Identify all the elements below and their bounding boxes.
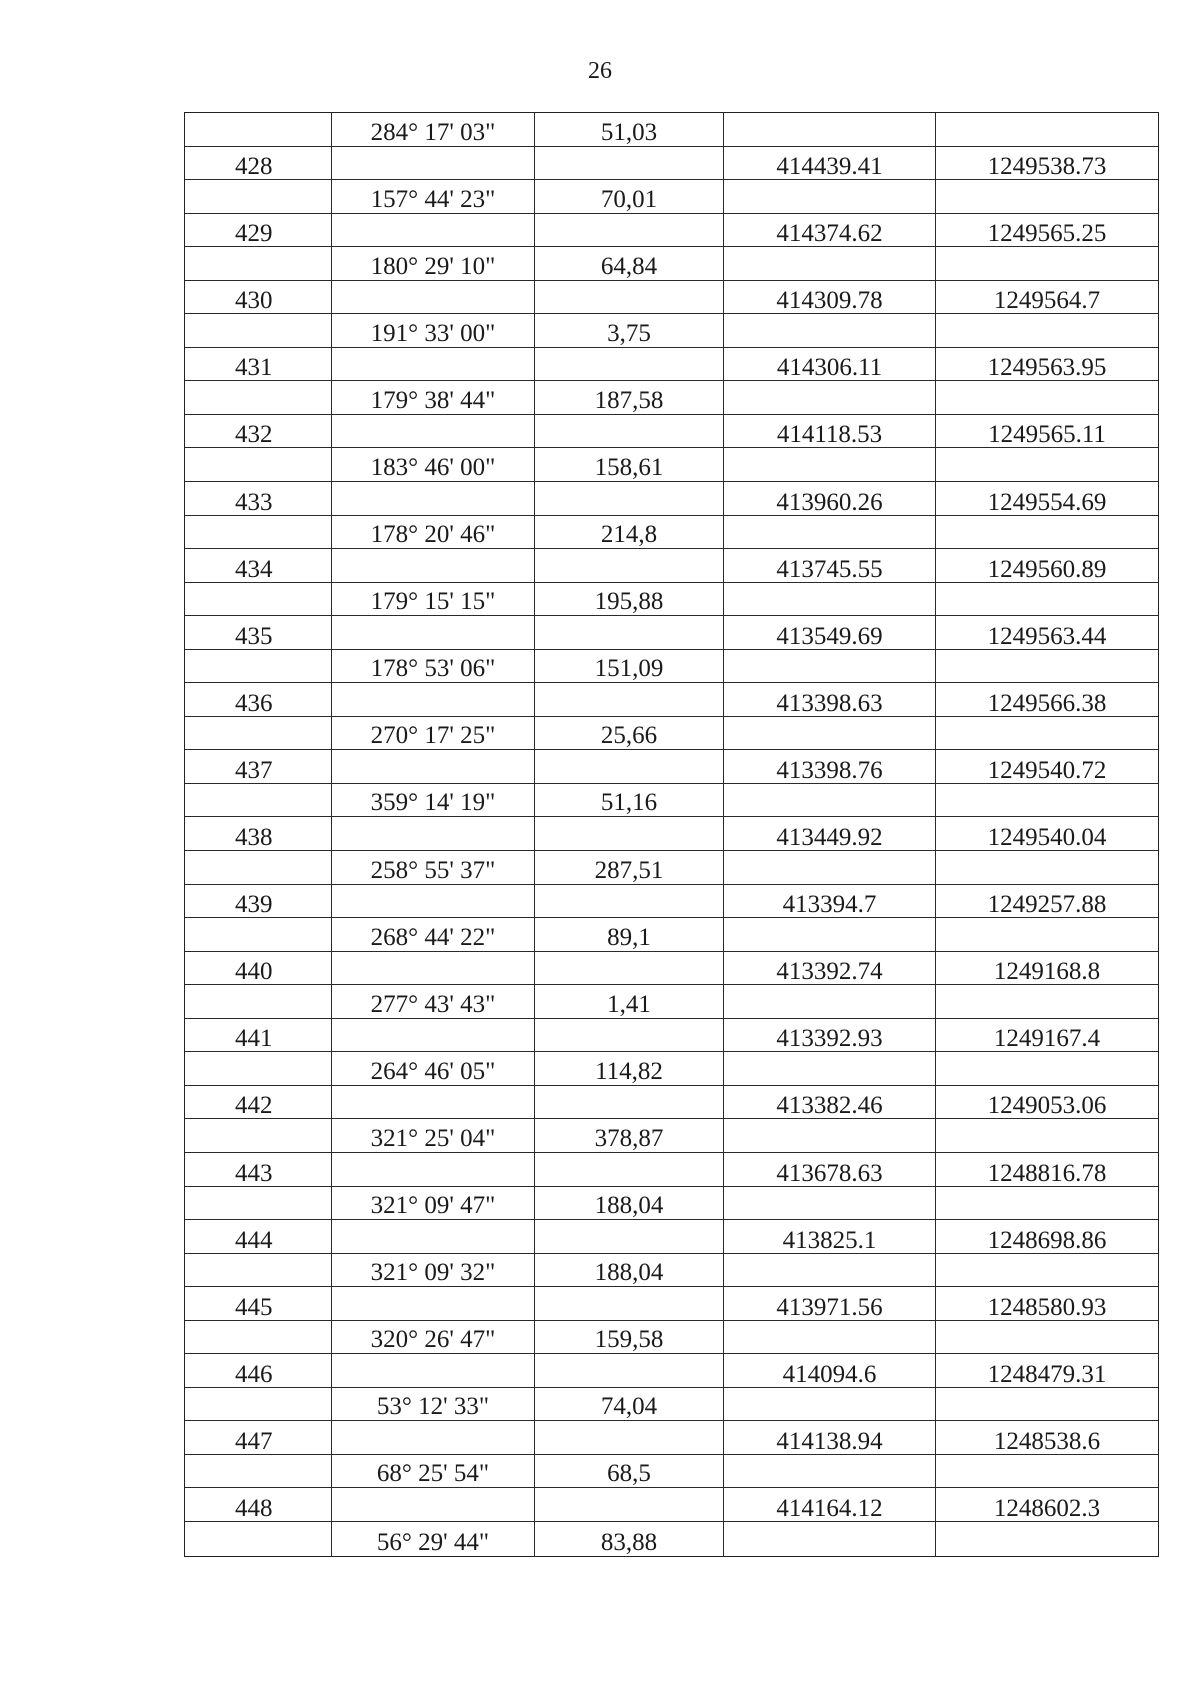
distance-cell: 195,88	[535, 583, 724, 616]
distance-cell	[535, 348, 724, 381]
point-number-cell: 441	[185, 1019, 332, 1052]
bearing-angle-cell	[332, 885, 535, 918]
bearing-angle-cell	[332, 415, 535, 448]
point-number-cell	[185, 918, 332, 951]
table-row	[185, 1220, 1158, 1254]
point-number-cell: 431	[185, 348, 332, 381]
distance-cell: 70,01	[535, 180, 724, 213]
bearing-angle-cell	[332, 549, 535, 582]
coordinates-table	[184, 112, 1159, 1557]
distance-cell: 159,58	[535, 1321, 724, 1354]
table-row	[185, 1052, 1158, 1086]
x-coordinate-cell: 414306.11	[724, 348, 936, 381]
point-number-cell	[185, 247, 332, 280]
table-row	[185, 281, 1158, 315]
bearing-angle-cell	[332, 1019, 535, 1052]
y-coordinate-cell: 1248580.93	[987, 1293, 1107, 1320]
x-coordinate-cell: 413549.69	[724, 616, 936, 649]
distance-cell	[535, 1354, 724, 1387]
y-coordinate-cell: 1249565.25	[987, 220, 1107, 247]
point-number-cell	[185, 516, 332, 549]
y-coordinate-cell	[936, 985, 1158, 1018]
x-coordinate-cell	[724, 381, 936, 414]
y-coordinate-cell: 1249540.04	[987, 824, 1107, 851]
x-coordinate-cell	[724, 1455, 936, 1488]
distance-cell	[535, 1220, 724, 1253]
x-coordinate-cell	[724, 717, 936, 750]
x-coordinate-cell	[724, 1388, 936, 1421]
bearing-angle-cell	[332, 214, 535, 247]
x-coordinate-cell: 413392.93	[724, 1019, 936, 1052]
distance-cell: 74,04	[535, 1388, 724, 1421]
x-coordinate-cell	[724, 314, 936, 347]
y-coordinate-cell: 1248538.6	[993, 1427, 1101, 1454]
y-coordinate-cell: 1249554.69	[987, 488, 1107, 515]
distance-cell	[535, 750, 724, 783]
x-coordinate-cell: 413449.92	[724, 817, 936, 850]
x-coordinate-cell: 413960.26	[724, 482, 936, 515]
y-coordinate-cell: 1249563.95	[987, 354, 1107, 381]
x-coordinate-cell: 414138.94	[724, 1421, 936, 1454]
bearing-angle-cell: 180° 29' 10"	[332, 247, 535, 280]
x-coordinate-cell	[724, 448, 936, 481]
distance-cell	[535, 482, 724, 515]
point-number-cell	[185, 1187, 332, 1220]
x-coordinate-cell	[724, 1052, 936, 1085]
x-coordinate-cell: 414164.12	[724, 1488, 936, 1521]
distance-cell: 64,84	[535, 247, 724, 280]
point-number-cell: 429	[185, 214, 332, 247]
table-row	[185, 381, 1158, 415]
distance-cell: 188,04	[535, 1187, 724, 1220]
bearing-angle-cell	[332, 683, 535, 716]
table-row	[185, 448, 1158, 482]
x-coordinate-cell: 413398.63	[724, 683, 936, 716]
bearing-angle-cell: 258° 55' 37"	[332, 851, 535, 884]
x-coordinate-cell: 413825.1	[724, 1220, 936, 1253]
table-row	[185, 750, 1158, 784]
y-coordinate-cell	[936, 1388, 1158, 1421]
table-row	[185, 851, 1158, 885]
bearing-angle-cell: 179° 38' 44"	[332, 381, 535, 414]
distance-cell	[535, 214, 724, 247]
y-coordinate-cell	[936, 1522, 1158, 1556]
table-row	[185, 616, 1158, 650]
bearing-angle-cell	[332, 1354, 535, 1387]
point-number-cell: 437	[185, 750, 332, 783]
x-coordinate-cell	[724, 851, 936, 884]
point-number-cell	[185, 381, 332, 414]
y-coordinate-cell	[936, 583, 1158, 616]
distance-cell: 89,1	[535, 918, 724, 951]
y-coordinate-cell: 1249167.4	[993, 1025, 1101, 1052]
bearing-angle-cell: 359° 14' 19"	[332, 784, 535, 817]
distance-cell: 83,88	[535, 1522, 724, 1556]
point-number-cell: 435	[185, 616, 332, 649]
distance-cell	[535, 1153, 724, 1186]
y-coordinate-cell	[936, 1187, 1158, 1220]
point-number-cell: 442	[185, 1086, 332, 1119]
distance-cell	[535, 281, 724, 314]
y-coordinate-cell	[936, 1254, 1158, 1287]
bearing-angle-cell	[332, 482, 535, 515]
x-coordinate-cell: 414374.62	[724, 214, 936, 247]
table-row	[185, 583, 1158, 617]
x-coordinate-cell	[724, 1321, 936, 1354]
y-coordinate-cell: 1249538.73	[987, 153, 1107, 180]
bearing-angle-cell: 264° 46' 05"	[332, 1052, 535, 1085]
point-number-cell	[185, 650, 332, 683]
table-row	[185, 985, 1158, 1019]
distance-cell: 187,58	[535, 381, 724, 414]
distance-cell: 68,5	[535, 1455, 724, 1488]
table-row	[185, 650, 1158, 684]
table-row	[185, 314, 1158, 348]
bearing-angle-cell: 56° 29' 44"	[332, 1522, 535, 1556]
distance-cell	[535, 616, 724, 649]
point-number-cell	[185, 1052, 332, 1085]
table-row	[185, 952, 1158, 986]
y-coordinate-cell: 1249560.89	[987, 555, 1107, 582]
y-coordinate-cell	[936, 918, 1158, 951]
table-row	[185, 784, 1158, 818]
table-row	[185, 1321, 1158, 1355]
y-coordinate-cell	[936, 650, 1158, 683]
x-coordinate-cell	[724, 247, 936, 280]
x-coordinate-cell: 413398.76	[724, 750, 936, 783]
x-coordinate-cell: 413971.56	[724, 1287, 936, 1320]
point-number-cell: 446	[185, 1354, 332, 1387]
bearing-angle-cell	[332, 817, 535, 850]
x-coordinate-cell	[724, 985, 936, 1018]
bearing-angle-cell	[332, 952, 535, 985]
distance-cell: 51,03	[535, 113, 724, 146]
y-coordinate-cell: 1249053.06	[987, 1092, 1107, 1119]
table-row	[185, 683, 1158, 717]
x-coordinate-cell: 414118.53	[724, 415, 936, 448]
y-coordinate-cell	[936, 1455, 1158, 1488]
point-number-cell	[185, 113, 332, 146]
point-number-cell	[185, 985, 332, 1018]
y-coordinate-cell: 1249564.7	[993, 287, 1101, 314]
x-coordinate-cell	[724, 516, 936, 549]
y-coordinate-cell	[936, 247, 1158, 280]
bearing-angle-cell	[332, 1220, 535, 1253]
y-coordinate-cell: 1248602.3	[993, 1494, 1101, 1521]
point-number-cell	[185, 1254, 332, 1287]
distance-cell	[535, 147, 724, 180]
y-coordinate-cell	[936, 717, 1158, 750]
table-row	[185, 180, 1158, 214]
bearing-angle-cell: 321° 09' 32"	[332, 1254, 535, 1287]
x-coordinate-cell	[724, 1119, 936, 1152]
point-number-cell	[185, 851, 332, 884]
point-number-cell: 447	[185, 1421, 332, 1454]
y-coordinate-cell	[936, 784, 1158, 817]
table-row	[185, 1455, 1158, 1489]
x-coordinate-cell: 414309.78	[724, 281, 936, 314]
bearing-angle-cell: 321° 25' 04"	[332, 1119, 535, 1152]
bearing-angle-cell: 157° 44' 23"	[332, 180, 535, 213]
point-number-cell: 434	[185, 549, 332, 582]
point-number-cell: 430	[185, 281, 332, 314]
point-number-cell: 438	[185, 817, 332, 850]
distance-cell	[535, 1086, 724, 1119]
distance-cell: 151,09	[535, 650, 724, 683]
bearing-angle-cell: 179° 15' 15"	[332, 583, 535, 616]
y-coordinate-cell: 1248698.86	[987, 1226, 1107, 1253]
y-coordinate-cell: 1248816.78	[987, 1159, 1107, 1186]
point-number-cell	[185, 583, 332, 616]
bearing-angle-cell: 178° 53' 06"	[332, 650, 535, 683]
y-coordinate-cell	[936, 1321, 1158, 1354]
point-number-cell: 444	[185, 1220, 332, 1253]
x-coordinate-cell: 414094.6	[724, 1354, 936, 1387]
y-coordinate-cell: 1249565.11	[988, 421, 1106, 448]
x-coordinate-cell: 413745.55	[724, 549, 936, 582]
point-number-cell	[185, 448, 332, 481]
x-coordinate-cell	[724, 1254, 936, 1287]
table-row	[185, 482, 1158, 516]
y-coordinate-cell	[936, 1119, 1158, 1152]
distance-cell: 114,82	[535, 1052, 724, 1085]
point-number-cell: 448	[185, 1488, 332, 1521]
point-number-cell	[185, 1388, 332, 1421]
y-coordinate-cell	[936, 113, 1158, 146]
y-coordinate-cell: 1249563.44	[987, 622, 1107, 649]
distance-cell: 378,87	[535, 1119, 724, 1152]
y-coordinate-cell: 1249566.38	[987, 689, 1107, 716]
distance-cell	[535, 885, 724, 918]
table-row	[185, 348, 1158, 382]
point-number-cell	[185, 784, 332, 817]
table-row	[185, 1153, 1158, 1187]
bearing-angle-cell	[332, 147, 535, 180]
distance-cell: 25,66	[535, 717, 724, 750]
bearing-angle-cell: 277° 43' 43"	[332, 985, 535, 1018]
y-coordinate-cell	[936, 381, 1158, 414]
bearing-angle-cell	[332, 1287, 535, 1320]
table-row	[185, 717, 1158, 751]
table-row	[185, 1187, 1158, 1221]
distance-cell: 3,75	[535, 314, 724, 347]
point-number-cell	[185, 1119, 332, 1152]
bearing-angle-cell: 268° 44' 22"	[332, 918, 535, 951]
bearing-angle-cell: 53° 12' 33"	[332, 1388, 535, 1421]
table-row	[185, 1354, 1158, 1388]
y-coordinate-cell: 1248479.31	[987, 1360, 1107, 1387]
distance-cell: 214,8	[535, 516, 724, 549]
table-row	[185, 214, 1158, 248]
table-row	[185, 885, 1158, 919]
x-coordinate-cell: 413394.7	[724, 885, 936, 918]
bearing-angle-cell: 183° 46' 00"	[332, 448, 535, 481]
point-number-cell: 439	[185, 885, 332, 918]
x-coordinate-cell: 413678.63	[724, 1153, 936, 1186]
x-coordinate-cell: 413382.46	[724, 1086, 936, 1119]
point-number-cell	[185, 314, 332, 347]
point-number-cell	[185, 1321, 332, 1354]
table-row	[185, 549, 1158, 583]
y-coordinate-cell	[936, 516, 1158, 549]
point-number-cell	[185, 1455, 332, 1488]
bearing-angle-cell	[332, 1086, 535, 1119]
distance-cell	[535, 952, 724, 985]
y-coordinate-cell	[936, 314, 1158, 347]
y-coordinate-cell: 1249257.88	[987, 891, 1107, 918]
bearing-angle-cell	[332, 1488, 535, 1521]
y-coordinate-cell	[936, 851, 1158, 884]
table-row	[185, 918, 1158, 952]
point-number-cell	[185, 1522, 332, 1556]
y-coordinate-cell	[936, 180, 1158, 213]
distance-cell: 51,16	[535, 784, 724, 817]
bearing-angle-cell: 320° 26' 47"	[332, 1321, 535, 1354]
table-row	[185, 1086, 1158, 1120]
bearing-angle-cell	[332, 1153, 535, 1186]
point-number-cell: 436	[185, 683, 332, 716]
x-coordinate-cell	[724, 180, 936, 213]
table-row	[185, 1488, 1158, 1522]
distance-cell: 1,41	[535, 985, 724, 1018]
distance-cell	[535, 1488, 724, 1521]
bearing-angle-cell: 68° 25' 54"	[332, 1455, 535, 1488]
bearing-angle-cell: 178° 20' 46"	[332, 516, 535, 549]
bearing-angle-cell	[332, 616, 535, 649]
x-coordinate-cell	[724, 1522, 936, 1556]
point-number-cell: 445	[185, 1287, 332, 1320]
x-coordinate-cell	[724, 583, 936, 616]
distance-cell	[535, 1019, 724, 1052]
x-coordinate-cell	[724, 784, 936, 817]
distance-cell: 158,61	[535, 448, 724, 481]
bearing-angle-cell: 321° 09' 47"	[332, 1187, 535, 1220]
table-row	[185, 1119, 1158, 1153]
bearing-angle-cell	[332, 750, 535, 783]
bearing-angle-cell: 284° 17' 03"	[332, 113, 535, 146]
x-coordinate-cell	[724, 650, 936, 683]
y-coordinate-cell	[936, 448, 1158, 481]
distance-cell	[535, 683, 724, 716]
distance-cell	[535, 1421, 724, 1454]
table-row	[185, 1522, 1158, 1556]
point-number-cell: 428	[185, 147, 332, 180]
distance-cell: 188,04	[535, 1254, 724, 1287]
point-number-cell: 440	[185, 952, 332, 985]
distance-cell: 287,51	[535, 851, 724, 884]
distance-cell	[535, 817, 724, 850]
point-number-cell	[185, 180, 332, 213]
distance-cell	[535, 549, 724, 582]
table-row	[185, 1019, 1158, 1053]
bearing-angle-cell: 191° 33' 00"	[332, 314, 535, 347]
bearing-angle-cell	[332, 281, 535, 314]
table-row	[185, 1421, 1158, 1455]
x-coordinate-cell: 413392.74	[724, 952, 936, 985]
bearing-angle-cell	[332, 348, 535, 381]
x-coordinate-cell	[724, 918, 936, 951]
table-row	[185, 147, 1158, 181]
table-row	[185, 415, 1158, 449]
x-coordinate-cell	[724, 1187, 936, 1220]
y-coordinate-cell: 1249540.72	[987, 756, 1107, 783]
table-row	[185, 516, 1158, 550]
point-number-cell	[185, 717, 332, 750]
table-row	[185, 1388, 1158, 1422]
table-row	[185, 817, 1158, 851]
x-coordinate-cell: 414439.41	[724, 147, 936, 180]
distance-cell	[535, 1287, 724, 1320]
y-coordinate-cell: 1249168.8	[993, 958, 1101, 985]
table-row	[185, 113, 1158, 147]
point-number-cell: 432	[185, 415, 332, 448]
table-row	[185, 1254, 1158, 1288]
bearing-angle-cell: 270° 17' 25"	[332, 717, 535, 750]
bearing-angle-cell	[332, 1421, 535, 1454]
x-coordinate-cell	[724, 113, 936, 146]
table-row	[185, 1287, 1158, 1321]
y-coordinate-cell	[936, 1052, 1158, 1085]
page-number: 26	[588, 58, 612, 84]
table-row	[185, 247, 1158, 281]
point-number-cell: 443	[185, 1153, 332, 1186]
distance-cell	[535, 415, 724, 448]
point-number-cell: 433	[185, 482, 332, 515]
